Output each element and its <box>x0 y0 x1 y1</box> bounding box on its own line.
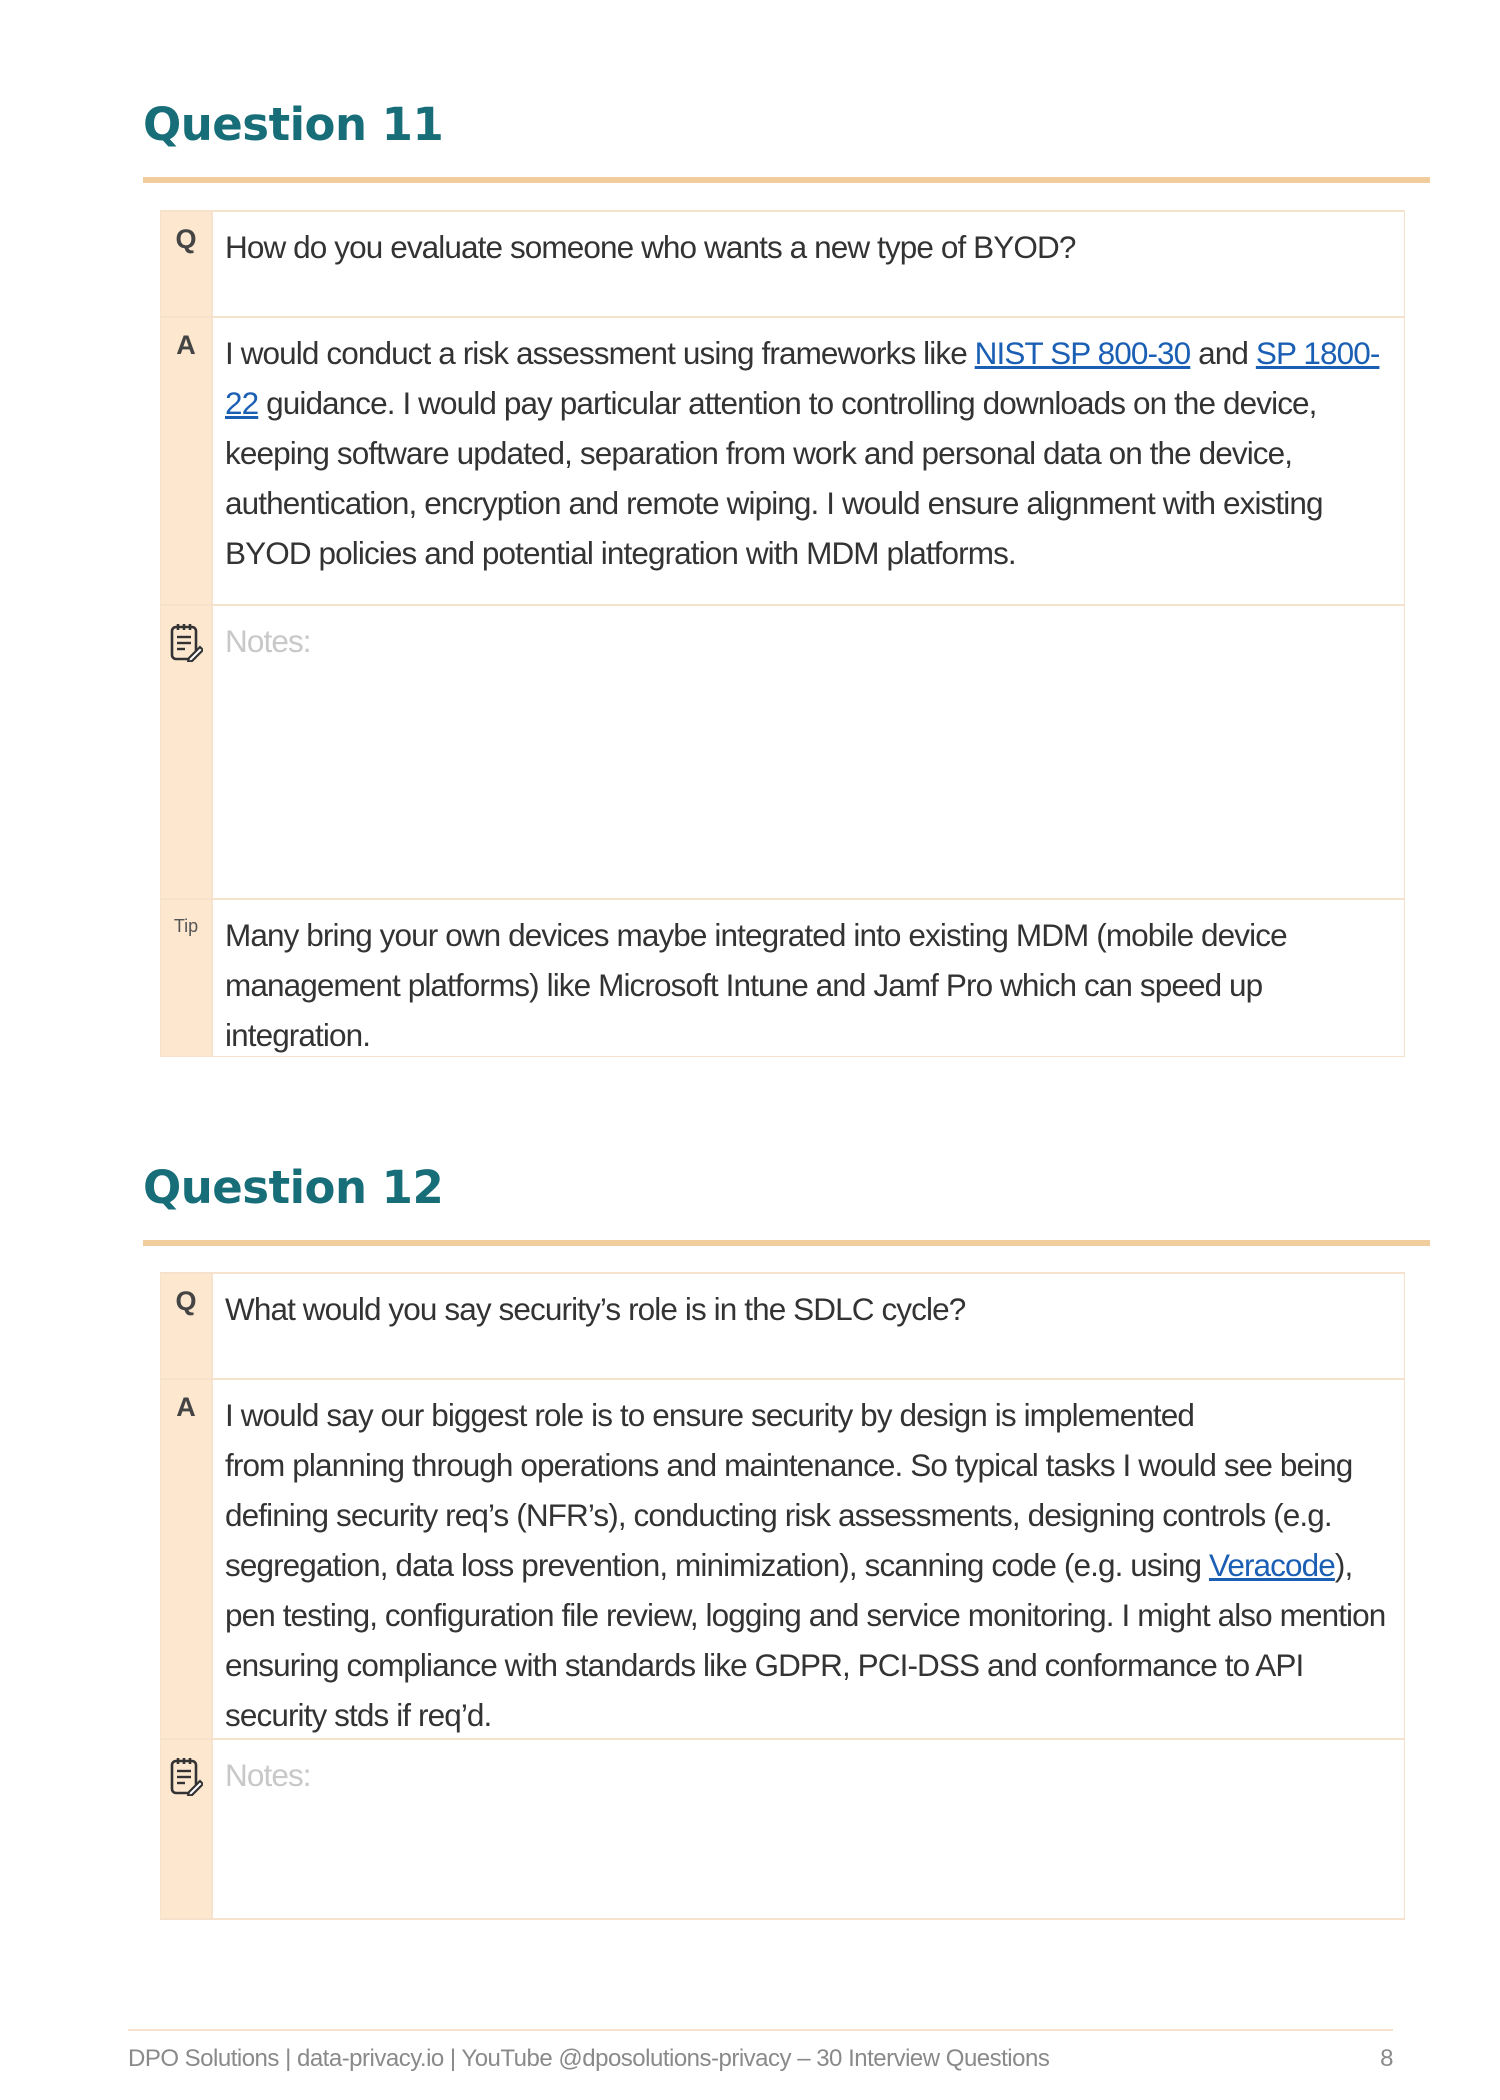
question-row <box>161 210 1404 316</box>
a-label: A <box>161 318 213 604</box>
answer-text-part: I would conduct a risk assessment using frameworks like <box>225 335 975 371</box>
answer-text <box>213 318 1404 604</box>
notes-placeholder: Notes: <box>225 623 311 659</box>
question-11-title: Question 11 <box>143 98 444 151</box>
question-11-section <box>143 95 1430 183</box>
notes-row <box>161 1738 1404 1918</box>
question-11-card <box>160 210 1405 1057</box>
notes-icon <box>169 622 203 662</box>
nist-sp-800-30-link[interactable]: NIST SP 800-30 <box>974 335 1191 371</box>
question-text: How do you evaluate someone who wants a new type of BYOD? <box>225 229 1076 265</box>
a-label: A <box>161 1380 213 1738</box>
page-footer <box>128 2029 1393 2073</box>
answer-text <box>213 1380 1404 1738</box>
q-label: Q <box>161 212 213 316</box>
page-number: 8 <box>1380 2045 1393 2072</box>
tip-text: Many bring your own devices maybe integrated into existing MDM (mobile device management platforms) like Microsoft Intune and Jamf Pro which can speed up integration. <box>225 917 1287 1053</box>
question-12-card <box>160 1272 1405 1920</box>
question-12-section <box>143 1158 1430 1246</box>
question-text: What would you say security’s role is in the SDLC cycle? <box>225 1291 966 1327</box>
title-rule <box>143 177 1430 183</box>
answer-row <box>161 1378 1404 1738</box>
answer-text-part: from planning through operations and maintenance. So typical tasks I would see being defining security req’s (NFR’s), conducting risk assessments, designing controls (e.g. segregation, data loss prevention, minimization), scanning code (e.g. using <box>225 1447 1353 1583</box>
answer-text-part: and <box>1190 335 1256 371</box>
footer-text: DPO Solutions | data-privacy.io | YouTube @dposolutions-privacy – 30 Interview Questions <box>128 2045 1050 2072</box>
tip-row <box>161 898 1404 1056</box>
answer-text-part: I would say our biggest role is to ensure security by design is implemented <box>225 1397 1195 1433</box>
notes-placeholder: Notes: <box>225 1757 311 1793</box>
sp-1800-22-link[interactable]: SP 1800-22 <box>225 335 1380 421</box>
question-12-title: Question 12 <box>143 1161 444 1214</box>
notes-label <box>161 1740 213 1918</box>
answer-text-part: guidance. I would pay particular attention to controlling downloads on the device, keeping software updated, separation from work and personal data on the device, authentication, encryption and remote wiping. I would ensure alignment with existing BYOD policies and potential integration with MDM platforms. <box>225 385 1323 571</box>
notes-input[interactable] <box>213 606 1404 898</box>
tip-label: Tip <box>161 900 213 1056</box>
answer-text-part: ), pen testing, configuration file review, logging and service monitoring. I might also mention ensuring compliance with standards like GDPR, PCI-DSS and conformance to API security stds if req’d. <box>225 1547 1386 1733</box>
notes-label <box>161 606 213 898</box>
notes-icon <box>169 1756 203 1796</box>
question-row <box>161 1272 1404 1378</box>
q-label: Q <box>161 1274 213 1378</box>
title-rule <box>143 1240 1430 1246</box>
notes-row <box>161 604 1404 898</box>
notes-input[interactable] <box>213 1740 1404 1918</box>
veracode-link[interactable]: Veracode <box>1208 1547 1335 1583</box>
answer-row <box>161 316 1404 604</box>
